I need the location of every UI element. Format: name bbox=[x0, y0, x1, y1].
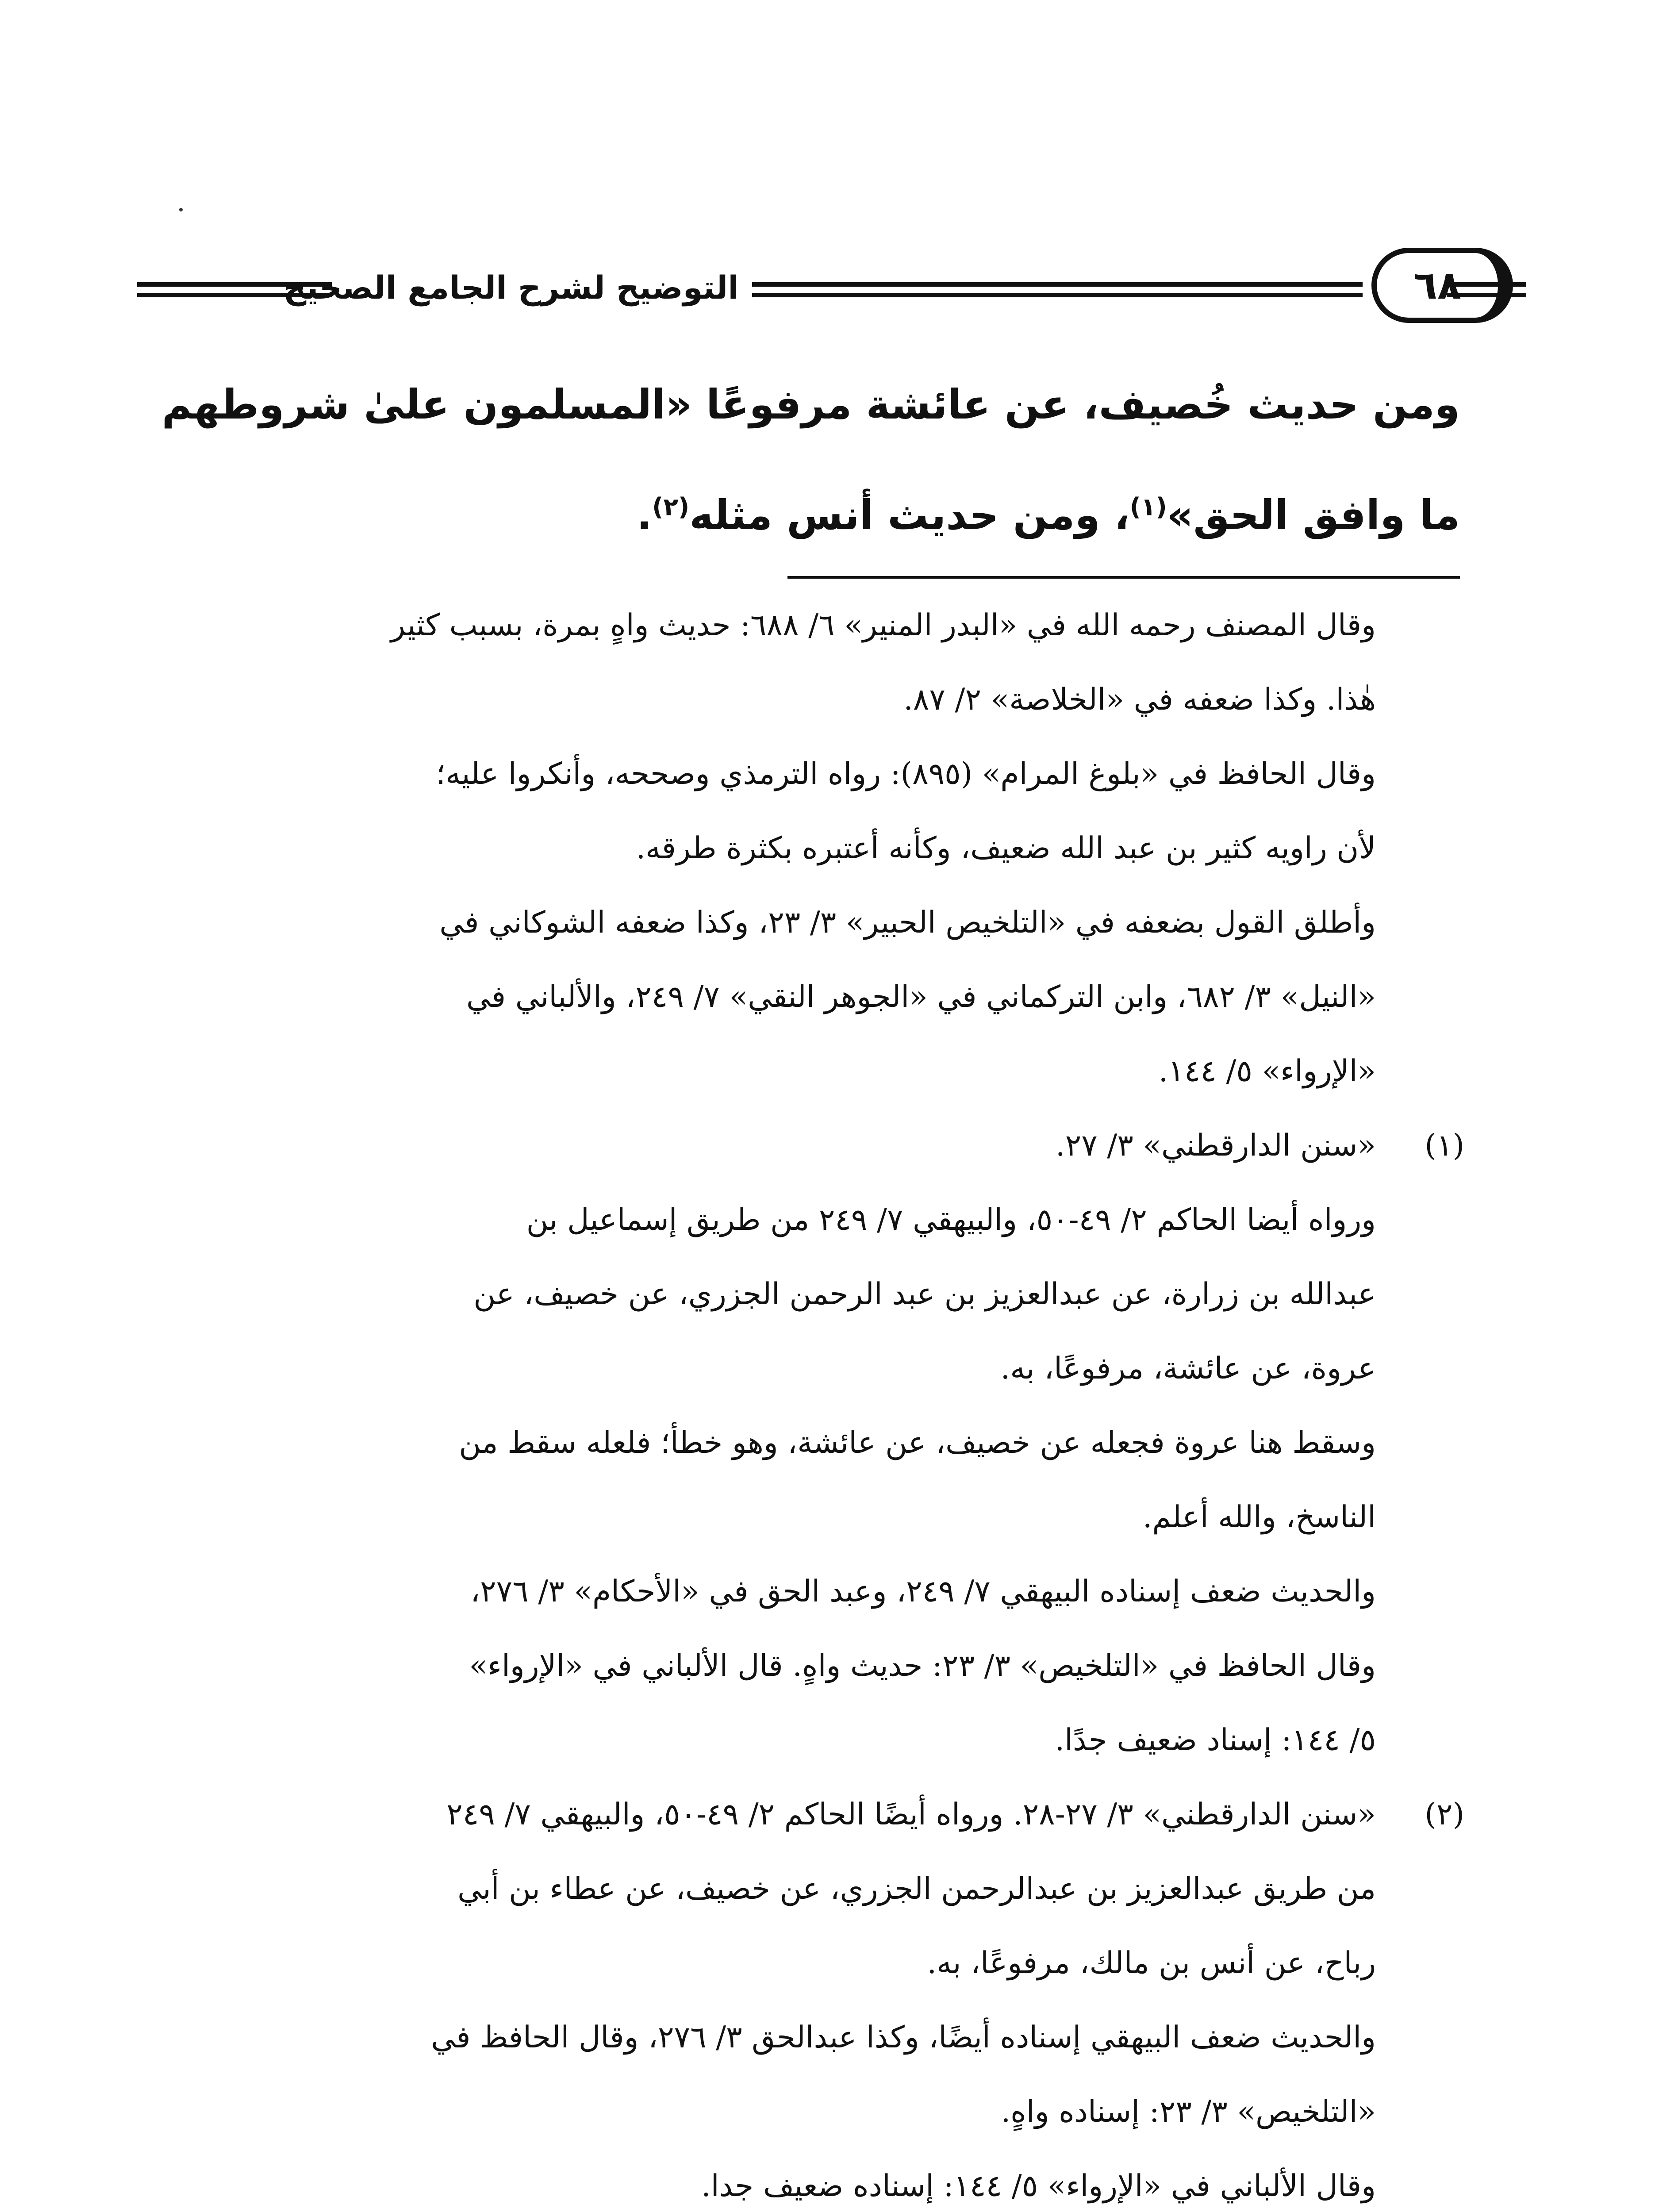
footnote-line: «النيل» ٣/ ٦٨٢، وابن التركماني في «الجوهر النقي» ٧/ ٢٤٩، والألباني في bbox=[466, 979, 1376, 1014]
page-number: ٦٨ bbox=[1413, 262, 1461, 308]
footnote-line: عروة، عن عائشة، مرفوعًا، به. bbox=[1000, 1351, 1376, 1386]
footnote-line: والحديث ضعف إسناده البيهقي ٧/ ٢٤٩، وعبد الحق في «الأحكام» ٣/ ٢٧٦، bbox=[470, 1574, 1376, 1609]
footnote-line: والحديث ضعف البيهقي إسناده أيضًا، وكذا عبدالحق ٣/ ٢٧٦، وقال الحافظ في bbox=[431, 2020, 1376, 2055]
footnote-1 bbox=[133, 1109, 1464, 1778]
footnote-line: عبدالله بن زرارة، عن عبدالعزيز بن عبد الرحمن الجزري، عن خصيف، عن bbox=[473, 1277, 1376, 1312]
main-text bbox=[133, 349, 1460, 571]
main-text-fragment: . bbox=[637, 492, 653, 539]
footnote-line: الناسخ، والله أعلم. bbox=[1142, 1500, 1376, 1535]
main-text-fragment: ، ومن حديث أنس مثله bbox=[689, 492, 1130, 539]
footnote-line: وأطلق القول بضعفه في «التلخيص الحبير» ٣/ ٢٣، وكذا ضعفه الشوكاني في bbox=[439, 905, 1376, 940]
page-header bbox=[102, 248, 1473, 327]
footnote-line: وقال الألباني في «الإرواء» ٥/ ١٤٤: إسناده ضعيف جدا. bbox=[701, 2169, 1376, 2204]
footnote-line: هٰذا. وكذا ضعفه في «الخلاصة» ٢/ ٨٧. bbox=[903, 682, 1376, 717]
footnote-line: «الإرواء» ٥/ ١٤٤. bbox=[1158, 1054, 1376, 1089]
running-title: التوضيح لشرح الجامع الصحيح bbox=[283, 269, 739, 306]
footnote-line: وقال الحافظ في «التلخيص» ٣/ ٢٣: حديث واهٍ. قال الألباني في «الإرواء» bbox=[469, 1648, 1376, 1683]
footnote-marker: (٢) bbox=[1425, 1797, 1464, 1832]
footnote-continued bbox=[133, 588, 1464, 1109]
footnote-ref: (٢) bbox=[652, 493, 690, 522]
main-text-line: ومن حديث خُصيف، عن عائشة مرفوعًا «المسلمون علىٰ شروطهم bbox=[161, 381, 1460, 428]
footnote-line: ٥/ ١٤٤: إسناد ضعيف جدًا. bbox=[1055, 1723, 1376, 1758]
footnote-ref: (١) bbox=[1129, 493, 1167, 522]
footnote-line bbox=[133, 1109, 1464, 1183]
footnote-2 bbox=[133, 1778, 1464, 2212]
footnote-line: «التلخيص» ٣/ ٢٣: إسناده واهٍ. bbox=[1001, 2094, 1376, 2129]
footnote-divider bbox=[787, 576, 1460, 579]
footnote-text: «سنن الدارقطني» ٣/ ٢٧-٢٨. ورواه أيضًا الحاكم ٢/ ٤٩-٥٠، والبيهقي ٧/ ٢٤٩ bbox=[446, 1797, 1376, 1832]
footnotes bbox=[133, 588, 1464, 2212]
footnote-text: «سنن الدارقطني» ٣/ ٢٧. bbox=[1056, 1128, 1376, 1163]
footnote-line bbox=[133, 1778, 1464, 1852]
footnote-line: ورواه أيضا الحاكم ٢/ ٤٩-٥٠، والبيهقي ٧/ ٢٤٩ من طريق إسماعيل بن bbox=[526, 1202, 1376, 1237]
footnote-line: وقال الحافظ في «بلوغ المرام» (٨٩٥): رواه الترمذي وصححه، وأنكروا عليه؛ bbox=[436, 757, 1376, 791]
footnote-marker: (١) bbox=[1425, 1128, 1464, 1163]
footnote-line: رباح، عن أنس بن مالك، مرفوعًا، به. bbox=[927, 1946, 1376, 1981]
footnote-line: من طريق عبدالعزيز بن عبدالرحمن الجزري، عن خصيف، عن عطاء بن أبي bbox=[457, 1871, 1376, 1906]
footnote-line: وسقط هنا عروة فجعله عن خصيف، عن عائشة، وهو خطأ؛ فلعله سقط من bbox=[459, 1425, 1376, 1460]
footnote-line: لأن راويه كثير بن عبد الله ضعيف، وكأنه أعتبره بكثرة طرقه. bbox=[636, 831, 1376, 866]
footnote-line: وقال المصنف رحمه الله في «البدر المنير» ٦/ ٦٨٨: حديث واهٍ بمرة، بسبب كثير bbox=[391, 608, 1376, 643]
ink-speck bbox=[179, 208, 183, 211]
main-text-fragment: ما وافق الحق» bbox=[1167, 492, 1460, 539]
main-text-line bbox=[133, 460, 1460, 571]
